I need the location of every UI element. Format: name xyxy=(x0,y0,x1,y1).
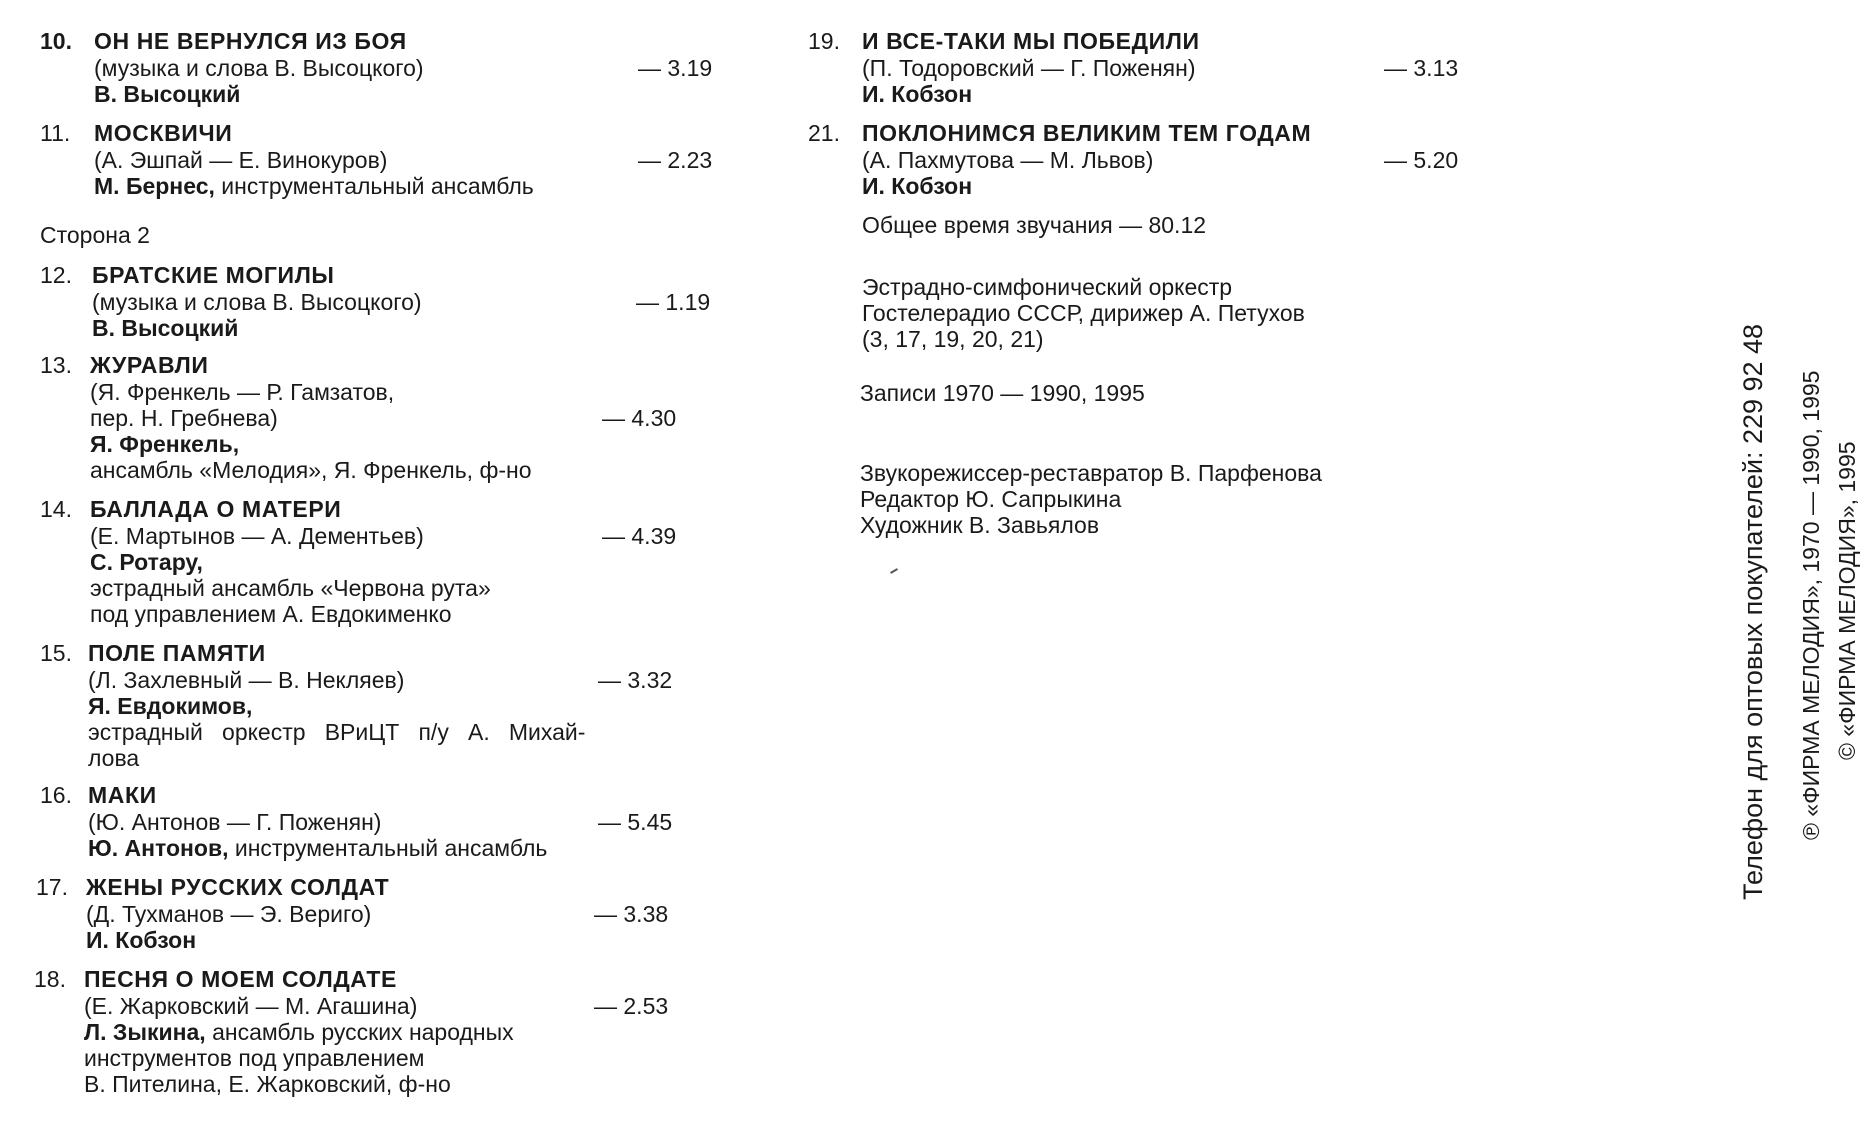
track-title: ЖУРАВЛИ xyxy=(90,352,209,378)
performer-name: И. Кобзон xyxy=(862,81,973,107)
track-ensemble: ансамбль «Мелодия», Я. Френкель, ф-но xyxy=(90,457,532,483)
track-performer xyxy=(94,81,240,107)
performer-name: В. Высоцкий xyxy=(94,81,241,107)
track-number: 16. xyxy=(40,782,72,808)
track-duration: — 1.19 xyxy=(636,289,711,315)
track-authors: (Я. Френкель — Р. Гамзатов, xyxy=(90,379,395,405)
track-number: 19. xyxy=(808,28,840,54)
track-authors: (Ю. Антонов — Г. Поженян) xyxy=(88,809,382,835)
track-authors: (Д. Тухманов — Э. Вериго) xyxy=(86,901,372,927)
track-performer xyxy=(862,81,972,107)
track-performer xyxy=(86,927,196,953)
track-ensemble: эстрадный оркестр ВРиЦТ п/у А. Михай- xyxy=(88,719,586,745)
performer-name: И. Кобзон xyxy=(86,927,197,953)
orchestra-line-1: Эстрадно-симфонический оркестр xyxy=(862,274,1233,300)
copyright-notice: © «ФИРМА МЕЛОДИЯ», 1995 xyxy=(1834,441,1860,760)
track-performer xyxy=(862,173,972,199)
track-authors: (музыка и слова В. Высоцкого) xyxy=(94,55,424,81)
performer-name: Я. Евдокимов, xyxy=(88,693,253,719)
track-performer xyxy=(88,835,547,861)
track-authors: (А. Пахмутова — М. Львов) xyxy=(862,147,1154,173)
track-title: ПОКЛОНИМСЯ ВЕЛИКИМ ТЕМ ГОДАМ xyxy=(862,120,1312,146)
performer-name: Я. Френкель, xyxy=(90,431,240,457)
track-authors: (П. Тодоровский — Г. Поженян) xyxy=(862,55,1196,81)
performer-name: Л. Зыкина, xyxy=(84,1019,206,1045)
performer-extra: ансамбль русских народных xyxy=(205,1019,514,1045)
track-ensemble: эстрадный ансамбль «Червона рута» xyxy=(90,575,491,601)
track-duration: — 4.39 xyxy=(602,523,677,549)
track-title: ЖЕНЫ РУССКИХ СОЛДАТ xyxy=(86,874,390,900)
track-authors-cont: пер. Н. Гребнева) xyxy=(90,405,278,431)
track-number: 12. xyxy=(40,262,72,288)
performer-name: Ю. Антонов, xyxy=(88,835,229,861)
credit-editor: Редактор Ю. Сапрыкина xyxy=(860,486,1122,512)
track-number: 10. xyxy=(40,28,72,54)
track-duration: — 3.32 xyxy=(598,667,673,693)
track-number: 18. xyxy=(34,966,66,992)
track-duration: — 5.45 xyxy=(598,809,673,835)
track-title: ПЕСНЯ О МОЕМ СОЛДАТЕ xyxy=(84,966,397,992)
track-performer xyxy=(88,693,252,719)
track-title: МАКИ xyxy=(88,782,157,808)
track-performer xyxy=(84,1019,514,1045)
recording-years: Записи 1970 — 1990, 1995 xyxy=(860,380,1145,406)
print-speck xyxy=(890,568,898,574)
orchestra-line-2: Гостелерадио СССР, дирижер А. Петухов xyxy=(862,300,1305,326)
track-authors: (музыка и слова В. Высоцкого) xyxy=(92,289,422,315)
track-title: ПОЛЕ ПАМЯТИ xyxy=(88,640,266,666)
track-authors: (Л. Захлевный — В. Некляев) xyxy=(88,667,405,693)
wholesale-phone: Телефон для оптовых покупателей: 229 92 48 xyxy=(1738,323,1768,900)
track-authors: (Е. Жарковский — М. Агашина) xyxy=(84,993,418,1019)
track-number: 17. xyxy=(36,874,68,900)
track-number: 21. xyxy=(808,120,840,146)
track-performer xyxy=(94,173,534,199)
track-duration: — 2.23 xyxy=(638,147,713,173)
performer-name: И. Кобзон xyxy=(862,173,973,199)
performer-extra: инструментальный ансамбль xyxy=(214,173,534,199)
performer-extra: инструментальный ансамбль xyxy=(228,835,548,861)
performer-name: М. Бернес, xyxy=(94,173,215,199)
credit-sound-engineer: Звукорежиссер-реставратор В. Парфенова xyxy=(860,460,1322,486)
track-ensemble: инструментов под управлением xyxy=(84,1045,425,1071)
track-title: ОН НЕ ВЕРНУЛСЯ ИЗ БОЯ xyxy=(94,28,407,54)
track-performer xyxy=(90,549,203,575)
track-duration: — 3.19 xyxy=(638,55,713,81)
track-duration: — 3.38 xyxy=(594,901,669,927)
track-duration: — 3.13 xyxy=(1384,55,1459,81)
track-number: 14. xyxy=(40,496,72,522)
orchestra-line-3: (3, 17, 19, 20, 21) xyxy=(862,326,1044,352)
performer-name: В. Высоцкий xyxy=(92,315,239,341)
track-title: БАЛЛАДА О МАТЕРИ xyxy=(90,496,342,522)
performer-name: С. Ротару, xyxy=(90,549,203,575)
track-authors: (А. Эшпай — Е. Винокуров) xyxy=(94,147,388,173)
track-ensemble-cont: под управлением А. Евдокименко xyxy=(90,601,452,627)
track-performer xyxy=(92,315,238,341)
track-duration: — 4.30 xyxy=(602,405,677,431)
track-number: 13. xyxy=(40,352,72,378)
track-authors: (Е. Мартынов — А. Дементьев) xyxy=(90,523,424,549)
track-duration: — 2.53 xyxy=(594,993,669,1019)
track-title: МОСКВИЧИ xyxy=(94,120,233,146)
track-ensemble-cont: В. Пителина, Е. Жарковский, ф-но xyxy=(84,1071,451,1097)
track-ensemble-cont: лова xyxy=(88,745,140,771)
credit-artist: Художник В. Завьялов xyxy=(860,512,1100,538)
track-number: 11. xyxy=(40,120,71,146)
total-time: Общее время звучания — 80.12 xyxy=(862,212,1207,238)
track-performer xyxy=(90,431,239,457)
track-title: БРАТСКИЕ МОГИЛЫ xyxy=(92,262,335,288)
track-number: 15. xyxy=(40,640,72,666)
side-2-label: Сторона 2 xyxy=(40,222,150,248)
track-duration: — 5.20 xyxy=(1384,147,1459,173)
copyright-phonogram: ℗ «ФИРМА МЕЛОДИЯ», 1970 — 1990, 1995 xyxy=(1798,370,1824,840)
track-title: И ВСЕ-ТАКИ МЫ ПОБЕДИЛИ xyxy=(862,28,1200,54)
